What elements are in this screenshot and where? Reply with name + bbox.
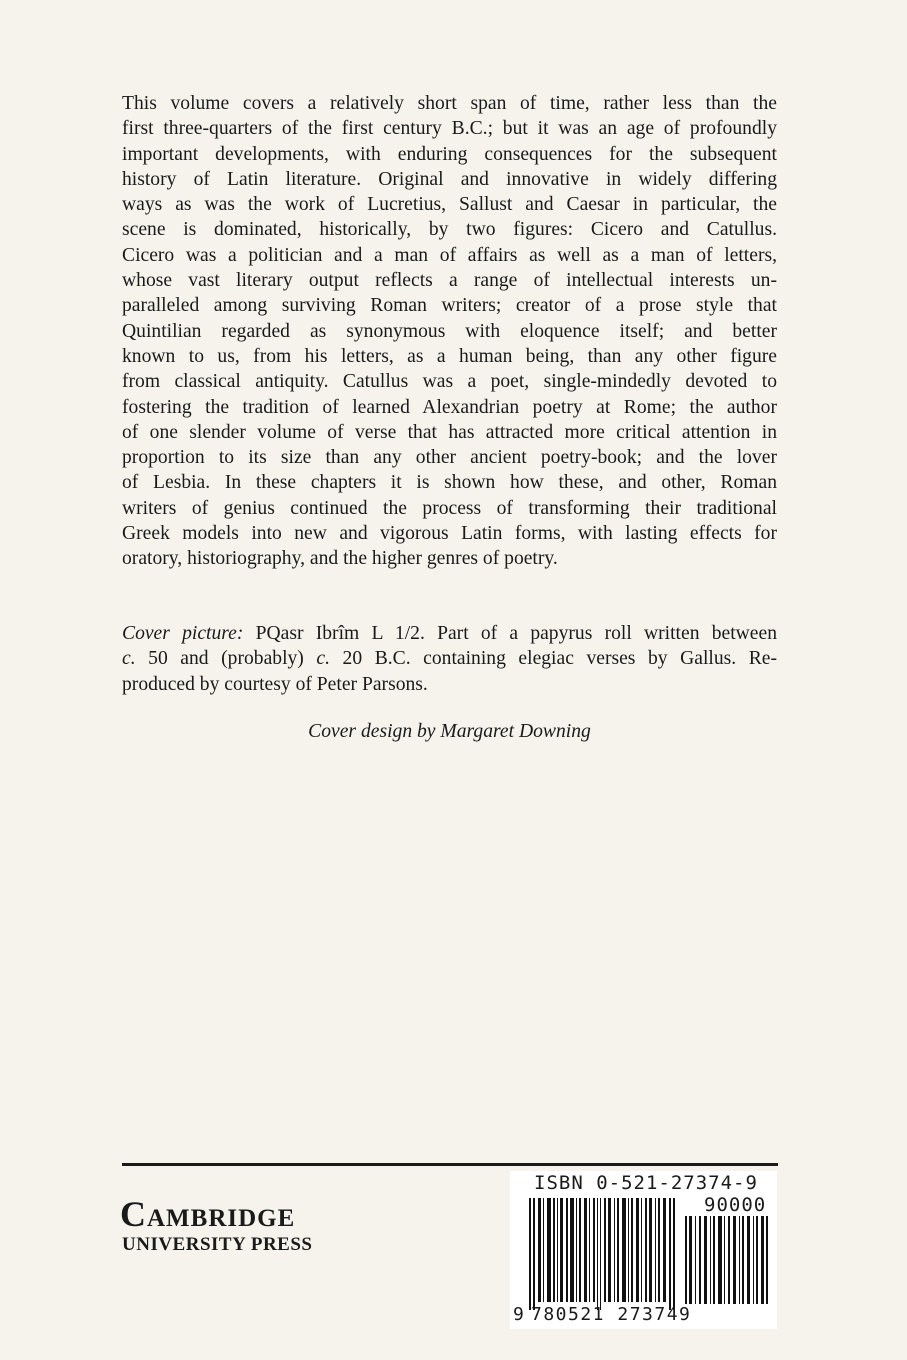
divider-rule — [122, 1163, 778, 1166]
price-code: 90000 — [704, 1194, 767, 1216]
blurb-line: scene is dominated, historically, by two figures: Cicero and Catullus. — [122, 219, 777, 241]
ean-first-digit: 9 — [513, 1304, 524, 1325]
blurb-line: Quintilian regarded as synonymous with eloquence itself; and better — [122, 320, 777, 342]
addon-barcode — [685, 1216, 770, 1304]
blurb-line: Greek models into new and vigorous Latin forms, with lasting effects for — [122, 523, 777, 545]
blurb-line: known to us, from his letters, as a human being, than any other figure — [122, 345, 777, 367]
cover-note-label: Cover picture: — [122, 623, 244, 644]
publisher-logo-sub: UNIVERSITY PRESS — [122, 1234, 313, 1255]
blurb-line: fostering the tradition of learned Alexandrian poetry at Rome; the author — [122, 396, 777, 418]
back-cover-blurb — [122, 91, 777, 572]
blurb-line: whose vast literary output reflects a range of intellectual interests un- — [122, 270, 777, 292]
cover-note-line: c. 50 and (probably) c. 20 B.C. containing elegiac verses by Gallus. Re- — [122, 648, 777, 670]
cover-note-line: produced by courtesy of Peter Parsons. — [122, 673, 428, 695]
blurb-line: of Lesbia. In these chapters it is shown how these, and other, Roman — [122, 472, 777, 494]
cover-design-credit: Cover design by Margaret Downing — [308, 721, 591, 742]
isbn-label: ISBN 0-521-27374-9 — [534, 1172, 758, 1194]
blurb-line: history of Latin literature. Original and innovative in widely differing — [122, 168, 777, 190]
blurb-line: from classical antiquity. Catullus was a poet, single-mindedly devoted to — [122, 371, 777, 393]
blurb-line: important developments, with enduring consequences for the subsequent — [122, 143, 777, 165]
ean-barcode — [529, 1198, 679, 1310]
blurb-line: of one slender volume of verse that has attracted more critical attention in — [122, 421, 777, 443]
blurb-line: first three-quarters of the first century B.C.; but it was an age of profoundly — [122, 118, 777, 140]
blurb-line: This volume covers a relatively short span of time, rather less than the — [122, 93, 777, 114]
blurb-line: paralleled among surviving Roman writers; creator of a prose style that — [122, 295, 777, 317]
blurb-line: ways as was the work of Lucretius, Sallust and Caesar in particular, the — [122, 194, 777, 216]
cover-note-line: Cover picture: PQasr Ibrîm L 1/2. Part of a papyrus roll written between — [122, 623, 777, 644]
blurb-line: Cicero was a politician and a man of affairs as well as a man of letters, — [122, 244, 777, 266]
blurb-line: proportion to its size than any other ancient poetry-book; and the lover — [122, 447, 777, 469]
publisher-logo-name: Cambridge — [120, 1194, 296, 1234]
blurb-line: oratory, historiography, and the higher genres of poetry. — [122, 548, 558, 570]
ean-digits: 780521 273749 — [531, 1304, 692, 1325]
cover-picture-note — [122, 621, 777, 697]
blurb-line: writers of genius continued the process of transforming their traditional — [122, 497, 777, 519]
